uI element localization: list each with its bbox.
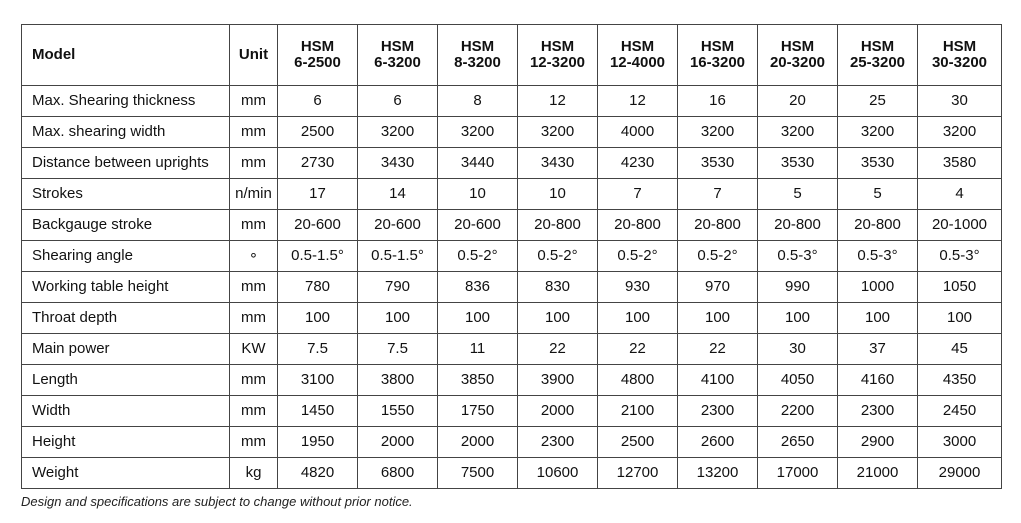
- value-cell: 11: [438, 334, 518, 365]
- table-header: [22, 25, 1002, 86]
- value-cell: 2100: [598, 396, 678, 427]
- value-cell: 4050: [758, 365, 838, 396]
- value-cell: 4230: [598, 148, 678, 179]
- value-cell: 4820: [278, 458, 358, 489]
- value-cell: 2300: [838, 396, 918, 427]
- value-cell: 25: [838, 86, 918, 117]
- unit-cell: mm: [230, 365, 278, 396]
- value-cell: 930: [598, 272, 678, 303]
- parameter-label: Height: [22, 427, 230, 458]
- value-cell: 20-800: [758, 210, 838, 241]
- value-cell: 0.5-2°: [678, 241, 758, 272]
- value-cell: 20-600: [278, 210, 358, 241]
- value-cell: 790: [358, 272, 438, 303]
- parameter-label: Width: [22, 396, 230, 427]
- value-cell: 2900: [838, 427, 918, 458]
- value-cell: 3200: [918, 117, 1002, 148]
- value-cell: 2650: [758, 427, 838, 458]
- value-cell: 30: [918, 86, 1002, 117]
- value-cell: 29000: [918, 458, 1002, 489]
- value-cell: 100: [358, 303, 438, 334]
- value-cell: 20-600: [358, 210, 438, 241]
- value-cell: 7500: [438, 458, 518, 489]
- value-cell: 30: [758, 334, 838, 365]
- table-row: [22, 241, 1002, 272]
- unit-cell: kg: [230, 458, 278, 489]
- unit-cell: mm: [230, 427, 278, 458]
- value-cell: 10600: [518, 458, 598, 489]
- value-cell: 22: [598, 334, 678, 365]
- model-code: 12-4000: [609, 54, 666, 71]
- value-cell: 12: [518, 86, 598, 117]
- value-cell: 3580: [918, 148, 1002, 179]
- table-row: [22, 272, 1002, 303]
- value-cell: 5: [758, 179, 838, 210]
- unit-cell: mm: [230, 117, 278, 148]
- value-cell: 7: [598, 179, 678, 210]
- value-cell: 100: [598, 303, 678, 334]
- model-code: 8-3200: [454, 54, 501, 71]
- table-row: [22, 334, 1002, 365]
- value-cell: 1950: [278, 427, 358, 458]
- unit-cell: mm: [230, 86, 278, 117]
- model-header-cell: [358, 25, 438, 86]
- value-cell: 3900: [518, 365, 598, 396]
- value-cell: 0.5-2°: [598, 241, 678, 272]
- table-row: [22, 396, 1002, 427]
- value-cell: 830: [518, 272, 598, 303]
- parameter-label: Main power: [22, 334, 230, 365]
- table-row: [22, 303, 1002, 334]
- value-cell: 990: [758, 272, 838, 303]
- value-cell: 2000: [358, 427, 438, 458]
- value-cell: 2450: [918, 396, 1002, 427]
- value-cell: 4800: [598, 365, 678, 396]
- model-header-cell: [758, 25, 838, 86]
- value-cell: 780: [278, 272, 358, 303]
- value-cell: 17000: [758, 458, 838, 489]
- model-code: 20-3200: [769, 54, 826, 71]
- value-cell: 0.5-2°: [518, 241, 598, 272]
- model-header-cell: [918, 25, 1002, 86]
- parameter-label: Throat depth: [22, 303, 230, 334]
- parameter-label: Distance between uprights: [22, 148, 230, 179]
- value-cell: 0.5-3°: [838, 241, 918, 272]
- value-cell: 12700: [598, 458, 678, 489]
- value-cell: 100: [438, 303, 518, 334]
- value-cell: 7.5: [358, 334, 438, 365]
- header-row: [22, 25, 1002, 86]
- value-cell: 6800: [358, 458, 438, 489]
- value-cell: 2000: [438, 427, 518, 458]
- value-cell: 20-800: [678, 210, 758, 241]
- value-cell: 100: [838, 303, 918, 334]
- value-cell: 0.5-2°: [438, 241, 518, 272]
- value-cell: 3200: [438, 117, 518, 148]
- value-cell: 3100: [278, 365, 358, 396]
- unit-cell: KW: [230, 334, 278, 365]
- value-cell: 8: [438, 86, 518, 117]
- value-cell: 3440: [438, 148, 518, 179]
- value-cell: 0.5-1.5°: [278, 241, 358, 272]
- value-cell: 5: [838, 179, 918, 210]
- value-cell: 0.5-3°: [918, 241, 1002, 272]
- model-code: 30-3200: [931, 54, 988, 71]
- spec-table: [21, 24, 1002, 489]
- model-code: 6-2500: [294, 54, 341, 71]
- model-series: HSM: [540, 37, 575, 55]
- value-cell: 3200: [518, 117, 598, 148]
- value-cell: 3200: [358, 117, 438, 148]
- value-cell: 20-600: [438, 210, 518, 241]
- model-code: 16-3200: [689, 54, 746, 71]
- value-cell: 3850: [438, 365, 518, 396]
- value-cell: 10: [438, 179, 518, 210]
- value-cell: 2200: [758, 396, 838, 427]
- parameter-label: Length: [22, 365, 230, 396]
- value-cell: 1550: [358, 396, 438, 427]
- table-row: [22, 365, 1002, 396]
- unit-header: Unit: [230, 25, 278, 86]
- value-cell: 3800: [358, 365, 438, 396]
- table-row: [22, 179, 1002, 210]
- model-header-cell: [518, 25, 598, 86]
- value-cell: 22: [678, 334, 758, 365]
- model-header-cell: [278, 25, 358, 86]
- value-cell: 2600: [678, 427, 758, 458]
- value-cell: 7: [678, 179, 758, 210]
- table-body: [22, 86, 1002, 489]
- model-series: HSM: [380, 37, 415, 55]
- value-cell: 100: [918, 303, 1002, 334]
- value-cell: 1450: [278, 396, 358, 427]
- value-cell: 3200: [758, 117, 838, 148]
- unit-cell: ∘: [230, 241, 278, 272]
- model-code: 12-3200: [529, 54, 586, 71]
- value-cell: 3200: [838, 117, 918, 148]
- value-cell: 4350: [918, 365, 1002, 396]
- value-cell: 14: [358, 179, 438, 210]
- value-cell: 0.5-3°: [758, 241, 838, 272]
- parameter-label: Max. Shearing thickness: [22, 86, 230, 117]
- value-cell: 2300: [678, 396, 758, 427]
- value-cell: 4100: [678, 365, 758, 396]
- model-code: 6-3200: [374, 54, 421, 71]
- value-cell: 3530: [838, 148, 918, 179]
- value-cell: 20-800: [598, 210, 678, 241]
- unit-cell: mm: [230, 396, 278, 427]
- parameter-label: Strokes: [22, 179, 230, 210]
- value-cell: 12: [598, 86, 678, 117]
- value-cell: 970: [678, 272, 758, 303]
- model-header-cell: [598, 25, 678, 86]
- parameter-label: Weight: [22, 458, 230, 489]
- model-header-cell: [838, 25, 918, 86]
- value-cell: 3430: [358, 148, 438, 179]
- value-cell: 20-800: [518, 210, 598, 241]
- table-row: [22, 210, 1002, 241]
- value-cell: 3200: [678, 117, 758, 148]
- unit-cell: n/min: [230, 179, 278, 210]
- value-cell: 100: [678, 303, 758, 334]
- value-cell: 2500: [278, 117, 358, 148]
- model-series: HSM: [300, 37, 335, 55]
- model-header-cell: [438, 25, 518, 86]
- table-row: [22, 427, 1002, 458]
- value-cell: 4: [918, 179, 1002, 210]
- value-cell: 20: [758, 86, 838, 117]
- value-cell: 1750: [438, 396, 518, 427]
- value-cell: 10: [518, 179, 598, 210]
- value-cell: 20-800: [838, 210, 918, 241]
- value-cell: 2500: [598, 427, 678, 458]
- value-cell: 6: [278, 86, 358, 117]
- table-row: [22, 458, 1002, 489]
- value-cell: 4160: [838, 365, 918, 396]
- value-cell: 45: [918, 334, 1002, 365]
- value-cell: 0.5-1.5°: [358, 241, 438, 272]
- value-cell: 1050: [918, 272, 1002, 303]
- footnote: Design and specifications are subject to change without prior notice.: [21, 494, 413, 509]
- value-cell: 3430: [518, 148, 598, 179]
- table-row: [22, 117, 1002, 148]
- value-cell: 100: [518, 303, 598, 334]
- value-cell: 3530: [758, 148, 838, 179]
- parameter-label: Working table height: [22, 272, 230, 303]
- model-series: HSM: [460, 37, 495, 55]
- value-cell: 7.5: [278, 334, 358, 365]
- value-cell: 836: [438, 272, 518, 303]
- parameter-label: Backgauge stroke: [22, 210, 230, 241]
- model-code: 25-3200: [849, 54, 906, 71]
- table-row: [22, 86, 1002, 117]
- model-series: HSM: [620, 37, 655, 55]
- table-row: [22, 148, 1002, 179]
- unit-cell: mm: [230, 210, 278, 241]
- unit-cell: mm: [230, 272, 278, 303]
- value-cell: 17: [278, 179, 358, 210]
- value-cell: 21000: [838, 458, 918, 489]
- value-cell: 13200: [678, 458, 758, 489]
- parameter-label: Shearing angle: [22, 241, 230, 272]
- value-cell: 6: [358, 86, 438, 117]
- model-series: HSM: [700, 37, 735, 55]
- model-series: HSM: [942, 37, 977, 55]
- value-cell: 2000: [518, 396, 598, 427]
- value-cell: 2300: [518, 427, 598, 458]
- value-cell: 100: [278, 303, 358, 334]
- value-cell: 4000: [598, 117, 678, 148]
- value-cell: 2730: [278, 148, 358, 179]
- value-cell: 22: [518, 334, 598, 365]
- value-cell: 100: [758, 303, 838, 334]
- model-header: Model: [22, 25, 230, 86]
- unit-cell: mm: [230, 303, 278, 334]
- parameter-label: Max. shearing width: [22, 117, 230, 148]
- value-cell: 16: [678, 86, 758, 117]
- model-series: HSM: [780, 37, 815, 55]
- unit-cell: mm: [230, 148, 278, 179]
- model-header-cell: [678, 25, 758, 86]
- value-cell: 20-1000: [918, 210, 1002, 241]
- value-cell: 1000: [838, 272, 918, 303]
- value-cell: 3000: [918, 427, 1002, 458]
- value-cell: 3530: [678, 148, 758, 179]
- model-series: HSM: [860, 37, 895, 55]
- value-cell: 37: [838, 334, 918, 365]
